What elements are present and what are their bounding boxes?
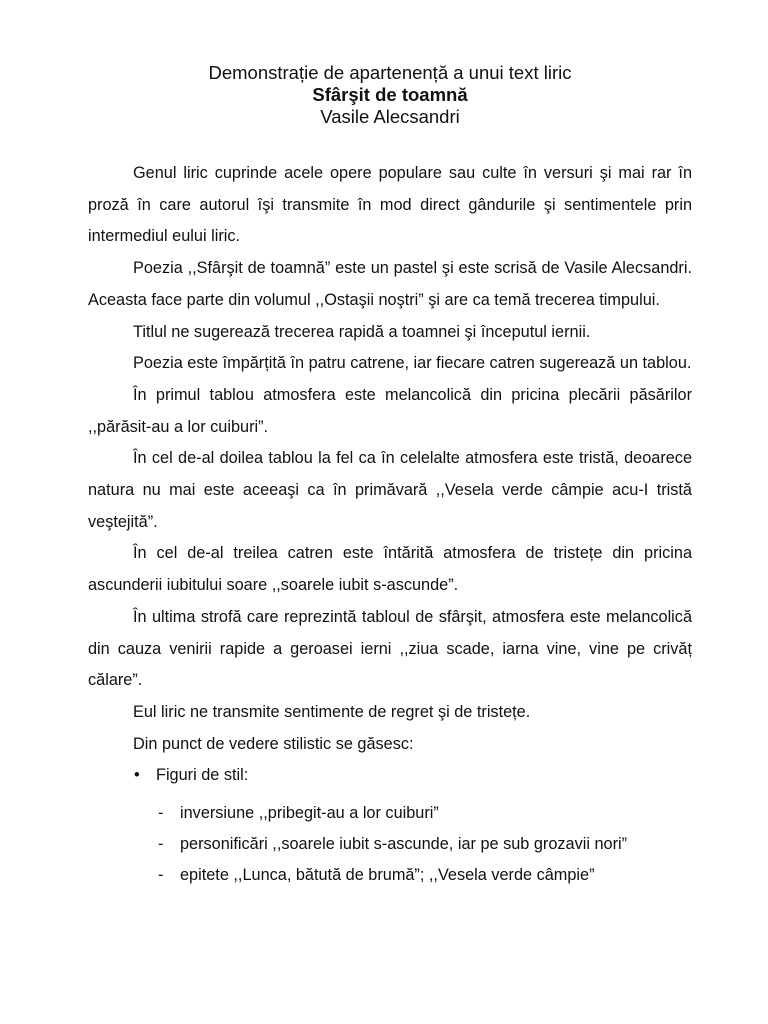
sub-list-item	[88, 798, 692, 829]
dash-icon: -	[158, 866, 164, 885]
sub-list-item	[88, 829, 692, 860]
paragraph: Din punct de vedere stilistic se găsesc:	[133, 734, 414, 753]
sub-list-text: inversiune ,,pribegit-au a lor cuiburi”	[180, 804, 439, 823]
bullet-icon: •	[134, 766, 140, 785]
paragraph: Titlul ne sugerează trecerea rapidă a toamnei şi începutul iernii.	[133, 322, 591, 341]
sub-list	[88, 798, 692, 891]
document-subtitle: Demonstrație de apartenență a unui text liric	[208, 62, 572, 83]
paragraph: Poezia ,,Sfârşit de toamnă” este un pastel şi este scrisă de Vasile Alecsandri. Aceasta face parte din volumul ,,Ostaşii noştri” şi are ca temă trecerea timpului.	[88, 259, 692, 309]
poem-author: Vasile Alecsandri	[320, 106, 460, 127]
poem-title: Sfârşit de toamnă	[312, 84, 468, 105]
paragraph: Poezia este împărțită în patru catrene, iar fiecare catren sugerează un tablou.	[133, 354, 692, 373]
document-heading	[88, 62, 692, 128]
paragraph: Genul liric cuprinde acele opere populare sau culte în versuri şi mai rar în proză în care autorul îşi transmite în mod direct gândurile şi sentimentele prin intermediul eului liric.	[88, 164, 692, 246]
paragraph: În primul tablou atmosfera este melancolică din pricina plecării păsărilor ,,părăsit-au a lor cuiburi”.	[88, 385, 692, 436]
dash-icon: -	[158, 835, 164, 854]
sub-list-text: epitete ,,Lunca, bătută de brumă”; ,,Vesela verde câmpie”	[180, 866, 595, 885]
bullet-list-item	[88, 760, 692, 792]
bullet-label: Figuri de stil:	[156, 766, 249, 785]
sub-list-text: personificări ,,soarele iubit s-ascunde, iar pe sub grozavii nori”	[180, 835, 628, 854]
document-body	[88, 158, 692, 891]
paragraph: În ultima strofă care reprezintă tabloul de sfârşit, atmosfera este melancolică din cauza venirii rapide a geroasei ierni ,,ziua scade, iarna vine, vine pe crivăț călare”.	[88, 607, 692, 690]
paragraph: În cel de-al treilea catren este întărită atmosfera de tristețe din pricina ascunderii iubitului soare ,,soarele iubit s-ascunde”.	[88, 544, 692, 595]
dash-icon: -	[158, 804, 164, 823]
paragraph: Eul liric ne transmite sentimente de regret şi de tristețe.	[133, 702, 531, 721]
paragraph: În cel de-al doilea tablou la fel ca în celelalte atmosfera este tristă, deoarece natura nu mai este aceeaşi ca în primăvară ,,Vesela verde câmpie acu-I tristă veştejită”.	[88, 449, 692, 531]
sub-list-item	[88, 860, 692, 891]
